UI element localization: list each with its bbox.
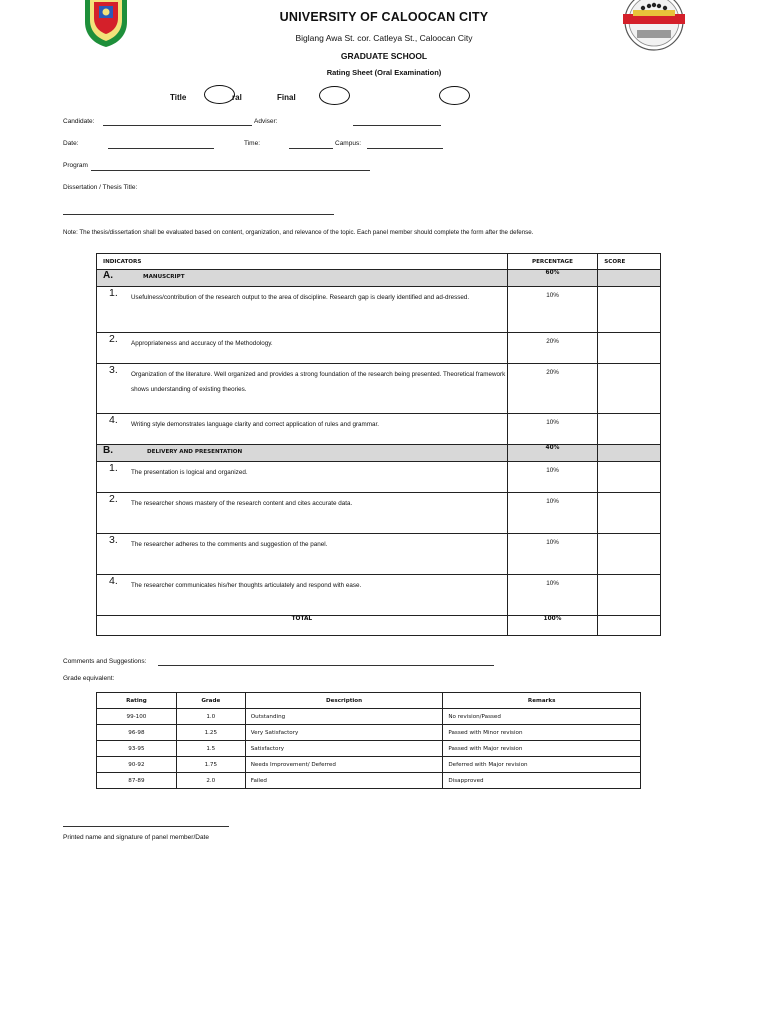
indicator-row bbox=[97, 493, 661, 534]
grade-equivalent-label: Grade equivalent: bbox=[63, 675, 115, 682]
exam-type-title-oval[interactable] bbox=[204, 85, 235, 104]
description-cell: Needs Improvement/ Deferred bbox=[245, 757, 443, 773]
section-title: MANUSCRIPT bbox=[143, 274, 185, 280]
note-text: Note: The thesis/dissertation shall be evaluated based on content, organization, and relevance of the topic. Each panel member should complete the form after the defense. bbox=[63, 229, 534, 236]
rating-cell: 90-92 bbox=[97, 757, 177, 773]
grade-cell: 1.25 bbox=[176, 725, 245, 741]
indicator-percentage: 10% bbox=[507, 534, 598, 575]
section-score-cell bbox=[598, 445, 661, 462]
grade-header-rating: Rating bbox=[97, 693, 177, 709]
indicator-percentage: 10% bbox=[507, 575, 598, 616]
indicator-row bbox=[97, 534, 661, 575]
indicator-row bbox=[97, 333, 661, 364]
grade-cell: 1.75 bbox=[176, 757, 245, 773]
remarks-cell: Passed with Minor revision bbox=[443, 725, 641, 741]
indicator-row bbox=[97, 364, 661, 414]
thesis-title-label: Dissertation / Thesis Title: bbox=[63, 184, 138, 191]
indicator-number: 2. bbox=[109, 333, 118, 345]
time-field[interactable] bbox=[289, 148, 333, 149]
indicator-percentage: 10% bbox=[507, 462, 598, 493]
date-field[interactable] bbox=[108, 148, 214, 149]
section-row bbox=[97, 445, 661, 462]
indicator-text: Appropriateness and accuracy of the Methodology. bbox=[131, 340, 273, 347]
school-name: GRADUATE SCHOOL bbox=[340, 51, 428, 61]
indicator-row bbox=[97, 575, 661, 616]
total-row bbox=[97, 616, 661, 636]
grade-cell: 1.5 bbox=[176, 741, 245, 757]
section-title: DELIVERY AND PRESENTATION bbox=[147, 449, 243, 455]
adviser-field[interactable] bbox=[353, 125, 441, 126]
signature-line[interactable] bbox=[63, 826, 229, 827]
indicator-row bbox=[97, 287, 661, 333]
indicator-text: Usefulness/contribution of the research output to the area of discipline. Research gap is clearly identified and ad-dressed. bbox=[131, 294, 470, 301]
adviser-label: Adviser: bbox=[254, 118, 278, 125]
grade-header-description: Description bbox=[245, 693, 443, 709]
indicator-percentage: 10% bbox=[507, 493, 598, 534]
candidate-label: Candidate: bbox=[63, 118, 95, 125]
table-row bbox=[97, 741, 641, 757]
grade-cell: 1.0 bbox=[176, 709, 245, 725]
indicator-text: The researcher adheres to the comments and suggestion of the panel. bbox=[131, 541, 328, 548]
indicator-text: The researcher communicates his/her thoughts articulately and respond with ease. bbox=[131, 582, 362, 589]
thesis-title-field[interactable] bbox=[63, 214, 334, 215]
total-label: TOTAL bbox=[97, 616, 508, 636]
score-cell[interactable] bbox=[598, 364, 661, 414]
indicator-text: The researcher shows mastery of the research content and cites accurate data. bbox=[131, 500, 353, 507]
indicator-text: Organization of the literature. Well organized and provides a strong foundation of the research being presented. Theoretical framework shows understanding of existing theories. bbox=[131, 371, 506, 393]
university-address: Biglang Awa St. cor. Catleya St., Caloocan City bbox=[295, 33, 473, 43]
rating-cell: 96-98 bbox=[97, 725, 177, 741]
indicator-text: Writing style demonstrates language clarity and correct application of rules and grammar. bbox=[131, 421, 380, 428]
graduate-school-seal-logo bbox=[621, 0, 687, 52]
sheet-title: Rating Sheet (Oral Examination) bbox=[326, 68, 442, 77]
exam-type-final-label: Final bbox=[277, 93, 296, 102]
time-label: Time: bbox=[244, 140, 261, 147]
rating-cell: 93-95 bbox=[97, 741, 177, 757]
table-row bbox=[97, 709, 641, 725]
exam-type-final-oval[interactable] bbox=[319, 86, 350, 105]
description-cell: Satisfactory bbox=[245, 741, 443, 757]
header-percentage: PERCENTAGE bbox=[507, 254, 598, 270]
score-cell[interactable] bbox=[598, 534, 661, 575]
indicator-number: 3. bbox=[109, 534, 118, 546]
description-cell: Failed bbox=[245, 773, 443, 789]
header-indicators: INDICATORS bbox=[97, 254, 508, 270]
description-cell: Very Satisfactory bbox=[245, 725, 443, 741]
candidate-field[interactable] bbox=[103, 125, 252, 126]
score-cell[interactable] bbox=[598, 575, 661, 616]
indicator-percentage: 10% bbox=[507, 414, 598, 445]
score-cell[interactable] bbox=[598, 333, 661, 364]
grade-header-grade: Grade bbox=[176, 693, 245, 709]
indicator-number: 4. bbox=[109, 414, 118, 426]
university-name: UNIVERSITY OF CALOOCAN CITY bbox=[279, 10, 489, 24]
table-row bbox=[97, 773, 641, 789]
header-score: SCORE bbox=[598, 254, 661, 270]
score-cell[interactable] bbox=[598, 414, 661, 445]
signature-label: Printed name and signature of panel member/Date bbox=[63, 834, 209, 841]
table-row bbox=[97, 725, 641, 741]
section-percentage: 40% bbox=[507, 445, 598, 462]
section-row bbox=[97, 270, 661, 287]
remarks-cell: Disapproved bbox=[443, 773, 641, 789]
score-cell[interactable] bbox=[598, 462, 661, 493]
grade-equivalent-table bbox=[96, 692, 641, 789]
section-percentage: 60% bbox=[507, 270, 598, 287]
grade-header-remarks: Remarks bbox=[443, 693, 641, 709]
rating-table bbox=[96, 253, 661, 636]
date-label: Date: bbox=[63, 140, 79, 147]
section-score-cell bbox=[598, 270, 661, 287]
comments-label: Comments and Suggestions: bbox=[63, 658, 147, 665]
total-value: 100% bbox=[507, 616, 598, 636]
exam-type-oral-label: ral bbox=[232, 93, 242, 102]
indicator-number: 3. bbox=[109, 364, 118, 376]
comments-field[interactable] bbox=[158, 665, 494, 666]
remarks-cell: Passed with Major revision bbox=[443, 741, 641, 757]
table-row bbox=[97, 757, 641, 773]
indicator-percentage: 20% bbox=[507, 364, 598, 414]
rating-cell: 99-100 bbox=[97, 709, 177, 725]
exam-type-title-label: Title bbox=[170, 93, 187, 102]
total-score-cell[interactable] bbox=[598, 616, 661, 636]
campus-field[interactable] bbox=[367, 148, 443, 149]
score-cell[interactable] bbox=[598, 287, 661, 333]
description-cell: Outstanding bbox=[245, 709, 443, 725]
indicator-percentage: 20% bbox=[507, 333, 598, 364]
indicator-row bbox=[97, 414, 661, 445]
indicator-number: 1. bbox=[109, 462, 118, 474]
program-label: Program bbox=[63, 162, 88, 169]
indicator-text: The presentation is logical and organized. bbox=[131, 469, 248, 476]
remarks-cell: No revision/Passed bbox=[443, 709, 641, 725]
indicator-row bbox=[97, 462, 661, 493]
section-letter: A. bbox=[103, 270, 113, 281]
section-letter: B. bbox=[103, 445, 113, 456]
exam-type-extra-oval[interactable] bbox=[439, 86, 470, 105]
program-field[interactable] bbox=[91, 170, 370, 171]
indicator-number: 2. bbox=[109, 493, 118, 505]
remarks-cell: Deferred with Major revision bbox=[443, 757, 641, 773]
grade-cell: 2.0 bbox=[176, 773, 245, 789]
score-cell[interactable] bbox=[598, 493, 661, 534]
indicator-number: 1. bbox=[109, 287, 118, 299]
rating-cell: 87-89 bbox=[97, 773, 177, 789]
indicator-percentage: 10% bbox=[507, 287, 598, 333]
campus-label: Campus: bbox=[335, 140, 362, 147]
indicator-number: 4. bbox=[109, 575, 118, 587]
